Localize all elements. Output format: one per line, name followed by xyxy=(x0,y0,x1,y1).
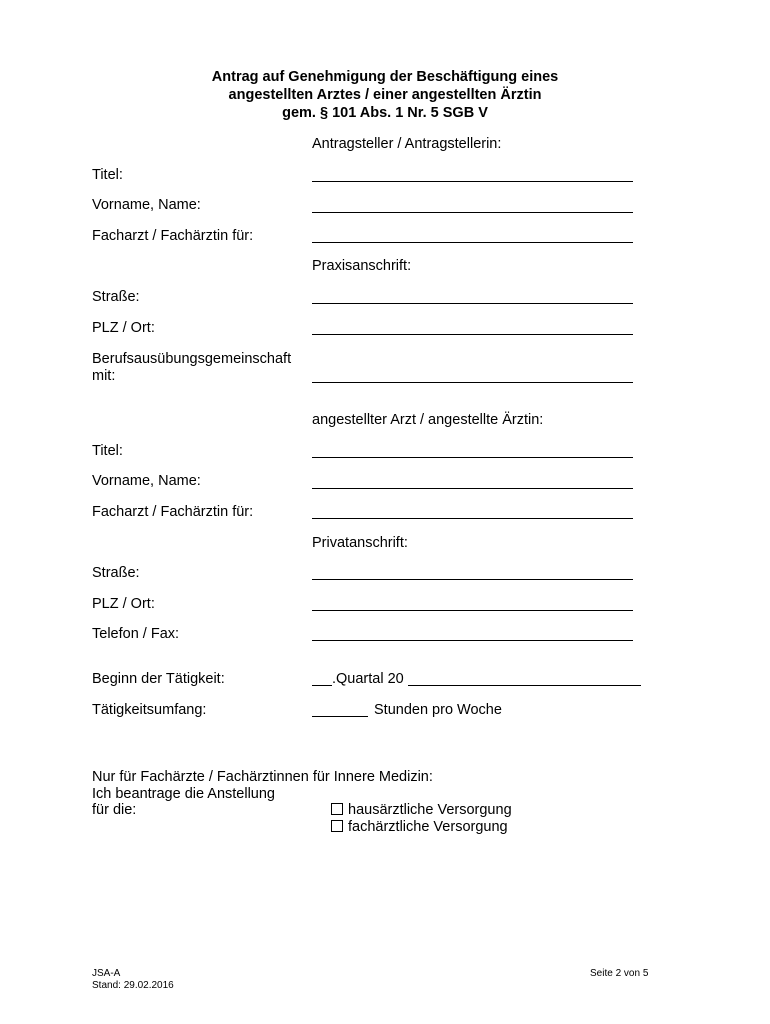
quarter-number-blank[interactable] xyxy=(312,671,332,686)
applicant-name-field[interactable] xyxy=(312,212,633,213)
stand-date: Stand: 29.02.2016 xyxy=(92,980,174,991)
applicant-titel-field[interactable] xyxy=(312,181,633,182)
title-line-2: angestellten Arztes / einer angestellten Ärztin xyxy=(228,87,542,103)
employee-heading: angestellter Arzt / angestellte Ärztin: xyxy=(312,412,544,428)
option-fachaerztlich[interactable] xyxy=(331,819,508,836)
applicant-name-label: Vorname, Name: xyxy=(92,197,201,213)
employee-titel-field[interactable] xyxy=(312,457,633,458)
beginn-field[interactable] xyxy=(312,671,404,688)
internal-medicine-line1: Nur für Fachärzte / Fachärztinnen für Innere Medizin: xyxy=(92,769,433,785)
form-code: JSA-A xyxy=(92,968,121,979)
option-fachaerztlich-label: fachärztliche Versorgung xyxy=(348,819,508,835)
bag-label-line2: mit: xyxy=(92,368,116,384)
stunden-text: Stunden pro Woche xyxy=(374,702,502,718)
quartal-text: .Quartal 20 xyxy=(332,671,404,687)
employee-name-label: Vorname, Name: xyxy=(92,473,201,489)
bag-label-line1: Berufsausübungsgemeinschaft xyxy=(92,351,292,367)
employee-strasse-field[interactable] xyxy=(312,579,633,580)
checkbox-fachaerztlich[interactable] xyxy=(331,820,343,832)
practice-address-heading: Praxisanschrift: xyxy=(312,258,412,274)
employee-plz-label: PLZ / Ort: xyxy=(92,596,155,612)
internal-medicine-line2: Ich beantrage die Anstellung xyxy=(92,786,275,802)
title-line-3: gem. § 101 Abs. 1 Nr. 5 SGB V xyxy=(282,105,488,121)
bag-field[interactable] xyxy=(312,382,633,383)
document-title xyxy=(150,68,620,122)
applicant-strasse-field[interactable] xyxy=(312,303,633,304)
page-number: Seite 2 von 5 xyxy=(590,968,649,979)
year-field-line[interactable] xyxy=(408,685,641,686)
private-address-heading: Privatanschrift: xyxy=(312,535,408,551)
applicant-plz-label: PLZ / Ort: xyxy=(92,320,155,336)
option-hausaerztlich-label: hausärztliche Versorgung xyxy=(348,802,512,818)
employee-facharzt-field[interactable] xyxy=(312,518,633,519)
umfang-label: Tätigkeitsumfang: xyxy=(92,702,207,718)
applicant-titel-label: Titel: xyxy=(92,167,123,183)
applicant-plz-field[interactable] xyxy=(312,334,633,335)
applicant-strasse-label: Straße: xyxy=(92,289,140,305)
beginn-label: Beginn der Tätigkeit: xyxy=(92,671,225,687)
employee-titel-label: Titel: xyxy=(92,443,123,459)
applicant-facharzt-label: Facharzt / Fachärztin für: xyxy=(92,228,254,244)
employee-strasse-label: Straße: xyxy=(92,565,140,581)
hours-blank[interactable] xyxy=(312,702,368,717)
title-line-1: Antrag auf Genehmigung der Beschäftigung eines xyxy=(211,69,559,85)
internal-medicine-line3: für die: xyxy=(92,802,137,818)
employee-name-field[interactable] xyxy=(312,488,633,489)
applicant-facharzt-field[interactable] xyxy=(312,242,633,243)
umfang-field[interactable] xyxy=(312,702,502,719)
applicant-heading: Antragsteller / Antragstellerin: xyxy=(312,136,502,152)
employee-facharzt-label: Facharzt / Fachärztin für: xyxy=(92,504,254,520)
checkbox-hausaerztlich[interactable] xyxy=(331,803,343,815)
employee-plz-field[interactable] xyxy=(312,610,633,611)
employee-telefon-field[interactable] xyxy=(312,640,633,641)
employee-telefon-label: Telefon / Fax: xyxy=(92,626,180,642)
option-hausaerztlich[interactable] xyxy=(331,802,512,819)
